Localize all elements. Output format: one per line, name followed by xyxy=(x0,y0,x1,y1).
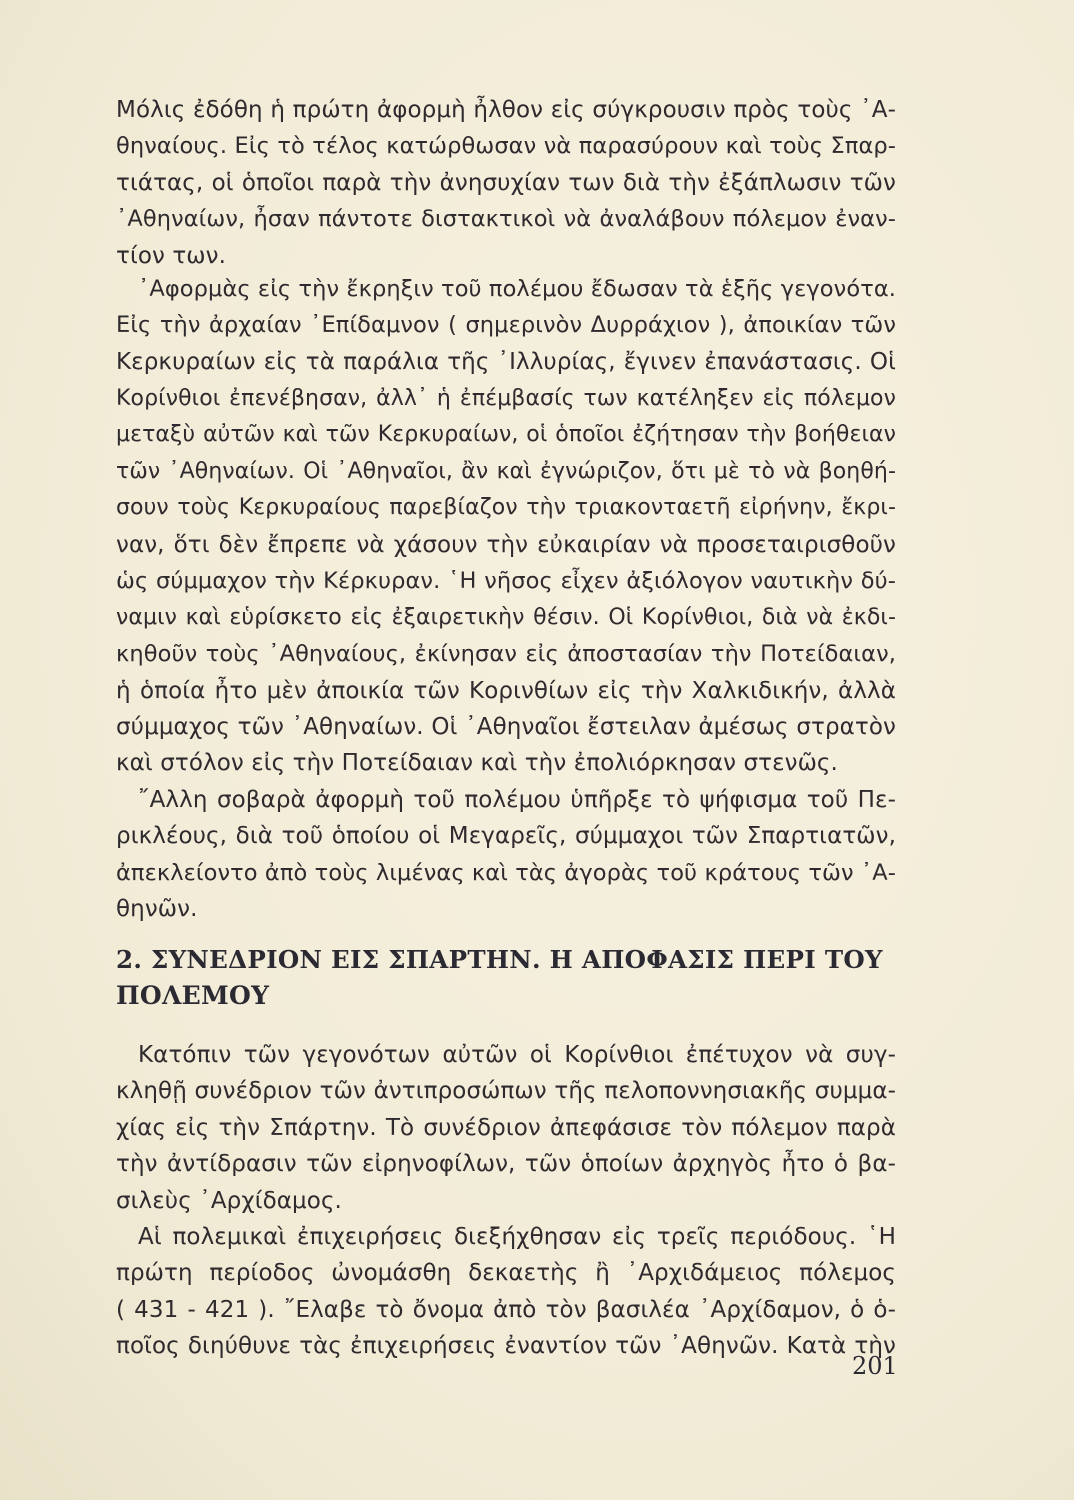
text-line: ᾿Αφορμὰς εἰς τὴν ἔκρηξιν τοῦ πολέμου ἔδωσαν τὰ ἑξῆς γεγονότα. xyxy=(138,276,897,302)
text-line: καὶ στόλον εἰς τὴν Ποτείδαιαν καὶ τὴν ἐπολιόρκησαν στενῶς. xyxy=(116,750,838,776)
text-line: ὡς σύμμαχον τὴν Κέρκυραν. ῾Η νῆσος εἶχεν ἀξιόλογον ναυτικὴν δύ- xyxy=(116,568,896,594)
text-line: ρικλέους, διὰ τοῦ ὁποίου οἱ Μεγαρεῖς, σύμμαχοι τῶν Σπαρτιατῶν, xyxy=(116,823,896,849)
text-line: μεταξὺ αὐτῶν καὶ τῶν Κερκυραίων, οἱ ὁποῖοι ἐζήτησαν τὴν βοήθειαν xyxy=(116,422,896,447)
text-line: ᾿Αθηναίων, ἦσαν πάντοτε διστακτικοὶ νὰ ἀναλάβουν πόλεμον ἐναν- xyxy=(116,206,896,232)
text-line: θηναίους. Εἰς τὸ τέλος κατώρθωσαν νὰ παρασύρουν καὶ τοὺς Σπαρ- xyxy=(116,133,896,159)
section-heading-line-1: 2. ΣΥΝΕΔΡΙΟΝ ΕΙΣ ΣΠΑΡΤΗΝ. Η ΑΠΟΦΑΣΙΣ ΠΕΡΙ ΤΟΥ xyxy=(116,945,883,974)
text-line: σύμμαχος τῶν ᾿Αθηναίων. Οἱ ᾿Αθηναῖοι ἔστειλαν ἀμέσως στρατὸν xyxy=(116,714,896,740)
text-line: τίον των. xyxy=(116,243,227,269)
text-line: σιλεὺς ᾿Αρχίδαμος. xyxy=(116,1188,342,1214)
text-line: κηθοῦν τοὺς ᾿Αθηναίους, ἐκίνησαν εἰς ἀποστασίαν τὴν Ποτείδαιαν, xyxy=(116,641,896,667)
text-line: ῎Αλλη σοβαρὰ ἀφορμὴ τοῦ πολέμου ὑπῆρξε τὸ ψήφισμα τοῦ Πε- xyxy=(138,787,896,813)
text-line: ναμιν καὶ εὑρίσκετο εἰς ἐξαιρετικὴν θέσιν. Οἱ Κορίνθιοι, διὰ νὰ ἐκδι- xyxy=(116,605,896,630)
text-line: τῶν ᾿Αθηναίων. Οἱ ᾿Αθηναῖοι, ἂν καὶ ἐγνώριζον, ὅτι μὲ τὸ νὰ βοηθή- xyxy=(116,459,896,484)
text-line: σουν τοὺς Κερκυραίους παρεβίαζον τὴν τριακονταετῆ εἰρήνην, ἔκρι- xyxy=(116,495,896,520)
text-line: Κερκυραίων εἰς τὰ παράλια τῆς ᾿Ιλλυρίας, ἔγινεν ἐπανάστασις. Οἱ xyxy=(116,349,896,375)
text-line: ἀπεκλείοντο ἀπὸ τοὺς λιμένας καὶ τὰς ἀγορὰς τοῦ κράτους τῶν ᾿Α- xyxy=(116,860,896,886)
text-line: θηνῶν. xyxy=(116,896,198,922)
text-line: ποῖος διηύθυνε τὰς ἐπιχειρήσεις ἐναντίον τῶν ᾿Αθηνῶν. Κατὰ τὴν xyxy=(116,1333,896,1359)
text-line: Αἱ πολεμικαὶ ἐπιχειρήσεις διεξήχθησαν εἰς τρεῖς περιόδους. ῾Η xyxy=(138,1224,896,1250)
section-heading-line-2: ΠΟΛΕΜΟΥ xyxy=(116,981,270,1010)
text-line: χίας εἰς τὴν Σπάρτην. Τὸ συνέδριον ἀπεφάσισε τὸν πόλεμον παρὰ xyxy=(116,1115,896,1141)
text-line: Κατόπιν τῶν γεγονότων αὐτῶν οἱ Κορίνθιοι ἐπέτυχον νὰ συγ- xyxy=(138,1042,896,1068)
text-line: ( 431 - 421 ). ῎Ελαβε τὸ ὄνομα ἀπὸ τὸν βασιλέα ᾿Αρχίδαμον, ὁ ὁ- xyxy=(116,1297,896,1323)
text-line: κληθῇ συνέδριον τῶν ἀντιπροσώπων τῆς πελοποννησιακῆς συμμα- xyxy=(116,1078,896,1104)
text-line: Μόλις ἐδόθη ἡ πρώτη ἀφορμὴ ἦλθον εἰς σύγκρουσιν πρὸς τοὺς ᾿Α- xyxy=(116,97,896,123)
text-line: ἡ ὁποία ἦτο μὲν ἀποικία τῶν Κορινθίων εἰς τὴν Χαλκιδικήν, ἀλλὰ xyxy=(116,678,896,704)
text-line: τὴν ἀντίδρασιν τῶν εἰρηνοφίλων, τῶν ὁποίων ἀρχηγὸς ἦτο ὁ βα- xyxy=(116,1151,896,1177)
text-line: τιάτας, οἱ ὁποῖοι παρὰ τὴν ἀνησυχίαν των διὰ τὴν ἐξάπλωσιν τῶν xyxy=(116,170,896,196)
text-line: Εἰς τὴν ἀρχαίαν ᾿Επίδαμνον ( σημερινὸν Δυρράχιον ), ἀποικίαν τῶν xyxy=(116,312,896,338)
text-line: πρώτη περίοδος ὠνομάσθη δεκαετὴς ἢ ᾿Αρχιδάμειος πόλεμος xyxy=(116,1260,896,1286)
text-line: Κορίνθιοι ἐπενέβησαν, ἀλλ᾿ ἡ ἐπέμβασίς των κατέληξεν εἰς πόλεμον xyxy=(116,386,896,411)
text-line: ναν, ὅτι δὲν ἔπρεπε νὰ χάσουν τὴν εὐκαιρίαν νὰ προσεταιρισθοῦν xyxy=(116,532,896,558)
page-number: 201 xyxy=(852,1352,898,1380)
